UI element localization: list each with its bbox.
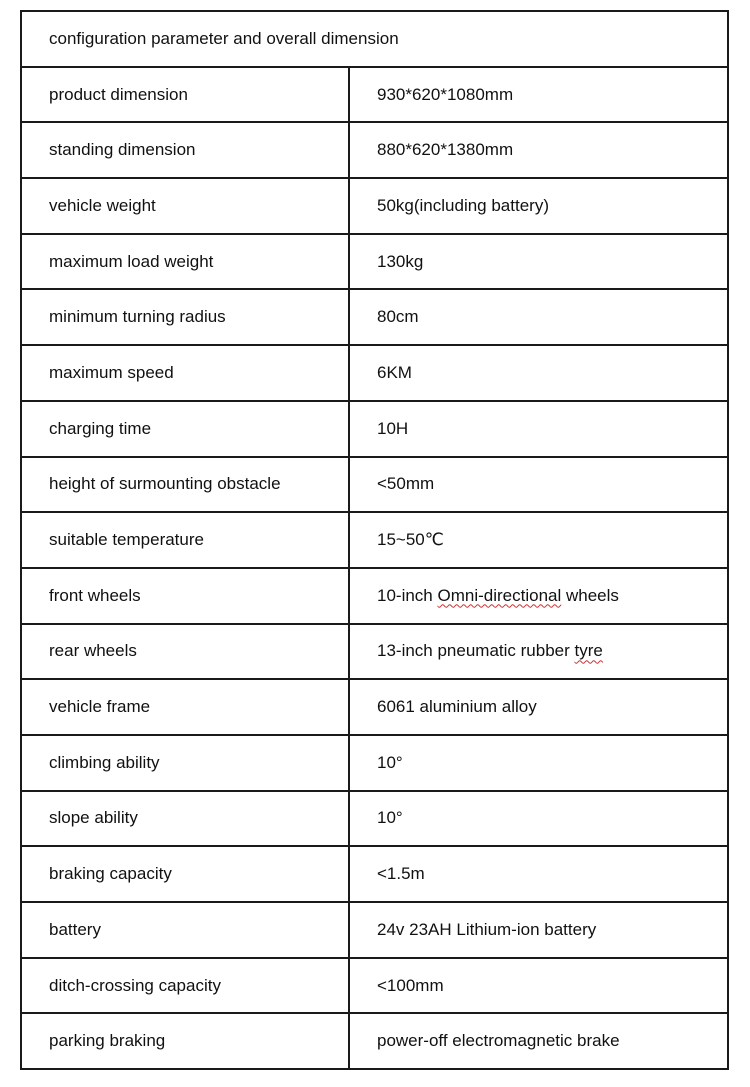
table-row xyxy=(21,791,728,847)
row-label: minimum turning radius xyxy=(21,289,349,345)
row-label: slope ability xyxy=(21,791,349,847)
row-label: maximum speed xyxy=(21,345,349,401)
table-row xyxy=(21,401,728,457)
table-row xyxy=(21,958,728,1014)
table-row xyxy=(21,122,728,178)
row-value: 6KM xyxy=(349,345,728,401)
table-row xyxy=(21,512,728,568)
row-value: 24v 23AH Lithium-ion battery xyxy=(349,902,728,958)
table-row xyxy=(21,234,728,290)
table-row xyxy=(21,624,728,680)
row-label: vehicle weight xyxy=(21,178,349,234)
row-value: 130kg xyxy=(349,234,728,290)
row-label: vehicle frame xyxy=(21,679,349,735)
table-row xyxy=(21,457,728,513)
table-row xyxy=(21,345,728,401)
row-label: front wheels xyxy=(21,568,349,624)
table-row xyxy=(21,568,728,624)
row-label: height of surmounting obstacle xyxy=(21,457,349,513)
table-row xyxy=(21,735,728,791)
table-row xyxy=(21,178,728,234)
row-label: parking braking xyxy=(21,1013,349,1069)
row-label: battery xyxy=(21,902,349,958)
table-row xyxy=(21,1013,728,1069)
row-value: <100mm xyxy=(349,958,728,1014)
row-value xyxy=(349,568,728,624)
table-title: configuration parameter and overall dimension xyxy=(21,11,728,67)
row-label: climbing ability xyxy=(21,735,349,791)
row-value: <1.5m xyxy=(349,846,728,902)
spellcheck-flagged-word: Omni-directional xyxy=(437,585,562,605)
row-value: 50kg(including battery) xyxy=(349,178,728,234)
row-value: 10° xyxy=(349,791,728,847)
row-label: suitable temperature xyxy=(21,512,349,568)
row-value xyxy=(349,624,728,680)
table-row xyxy=(21,846,728,902)
row-label: product dimension xyxy=(21,67,349,123)
row-label: standing dimension xyxy=(21,122,349,178)
value-part: 13-inch pneumatic rubber xyxy=(377,641,575,661)
value-part: 10-inch xyxy=(377,585,438,605)
row-label: ditch-crossing capacity xyxy=(21,958,349,1014)
row-value: 930*620*1080mm xyxy=(349,67,728,123)
row-value: 15~50℃ xyxy=(349,512,728,568)
row-value: 10° xyxy=(349,735,728,791)
table-row xyxy=(21,902,728,958)
row-value: 80cm xyxy=(349,289,728,345)
row-label: braking capacity xyxy=(21,846,349,902)
row-value: 10H xyxy=(349,401,728,457)
spec-table xyxy=(20,10,729,1070)
table-header-row xyxy=(21,11,728,67)
value-part: wheels xyxy=(561,585,619,605)
row-value: 880*620*1380mm xyxy=(349,122,728,178)
spellcheck-flagged-word: tyre xyxy=(574,641,603,661)
table-row xyxy=(21,67,728,123)
row-label: rear wheels xyxy=(21,624,349,680)
row-value: <50mm xyxy=(349,457,728,513)
row-label: charging time xyxy=(21,401,349,457)
row-label: maximum load weight xyxy=(21,234,349,290)
table-row xyxy=(21,289,728,345)
row-value: 6061 aluminium alloy xyxy=(349,679,728,735)
table-row xyxy=(21,679,728,735)
row-value: power-off electromagnetic brake xyxy=(349,1013,728,1069)
